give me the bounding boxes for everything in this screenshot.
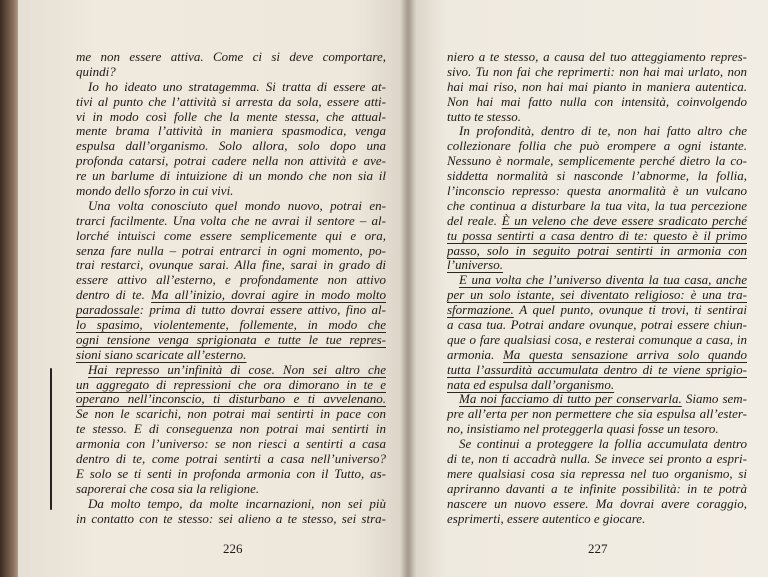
text-line — [76, 124, 386, 139]
text-line — [447, 303, 747, 318]
text-segment: l’inconscio represso: questa anormalità è un vulcano — [447, 183, 747, 199]
text-segment: hai mai riso, non hai mai pianto in maniera autentica. — [447, 78, 747, 94]
text-line — [447, 80, 747, 95]
text-line — [447, 258, 747, 273]
text-line — [76, 273, 386, 288]
text-line — [76, 110, 386, 125]
underlined-text: Hai represso un’infinità di cose. Non sei altro che — [88, 361, 386, 377]
text-segment: a casa tua. Potrai andare ovunque, potrai essere chiun- — [447, 317, 747, 333]
text-line — [76, 184, 386, 199]
book-gutter — [400, 0, 416, 577]
underlined-text: E una volta che l’universo diventa la tua casa, anche — [459, 272, 747, 288]
text-segment: che continua a disturbare la tua vita, la tua percezione — [447, 197, 747, 213]
text-line — [76, 318, 386, 333]
text-line — [447, 154, 747, 169]
text-segment: niero a te stesso, a causa del tuo atteggiamento repres- — [447, 49, 747, 64]
underlined-text: lo spasimo, violentemente, follemente, in modo che — [76, 317, 386, 333]
text-segment: di te, non ti accadrà nulla. Se invece sei pronto a espri- — [447, 451, 747, 467]
text-line — [447, 333, 747, 348]
text-line — [76, 139, 386, 154]
text-segment: senza fare nulla – potrai entrarci in ogni momento, po- — [76, 242, 386, 258]
underlined-text: tutta l’assurdità accumulata dentro di te viene sprigio- — [447, 361, 747, 377]
underlined-text: paradossale — [76, 302, 140, 318]
text-line — [447, 392, 747, 407]
underlined-text: passo, solo in seguito potrai sentirti in armonia con — [447, 242, 747, 258]
text-line — [76, 482, 386, 497]
underlined-text: l’universo. — [447, 257, 503, 273]
text-segment: in contatto con te stesso: sei alieno a te stesso, sei stra- — [76, 510, 386, 526]
text-segment: Se continui a proteggere la follia accumulata dentro — [459, 436, 747, 452]
text-line — [447, 422, 747, 437]
underlined-text: nata ed espulsa dall’organismo. — [447, 376, 615, 392]
text-line — [76, 512, 386, 527]
text-line — [447, 169, 747, 184]
text-segment: pre all’erta per non permettere che sia espulsa all’ester- — [447, 406, 747, 422]
text-segment: no, insistiamo nel proteggerla quasi fosse un tesoro. — [447, 421, 719, 437]
left-page — [18, 0, 410, 577]
text-segment: E solo se ti senti in profonda armonia con il Tutto, as- — [76, 465, 386, 481]
text-segment: dentro di te, come potrai sentirti a casa nell’universo? — [76, 451, 386, 467]
text-line — [447, 139, 747, 154]
text-segment: mere qualsiasi cosa sia repressa nel tuo organismo, si — [447, 465, 747, 481]
text-line — [76, 169, 386, 184]
text-segment: te stesso. E di conseguenza non potrai mai sentirti in — [76, 421, 386, 437]
text-segment: quindi? — [76, 63, 116, 79]
text-segment: espulsa dall’organismo. Solo allora, solo dopo una — [76, 138, 386, 154]
text-line — [76, 80, 386, 95]
text-segment: tutto te stesso. — [447, 108, 522, 124]
text-line — [76, 407, 386, 422]
text-segment: essere attivo all’esterno, e profondamente non attivo — [76, 272, 386, 288]
text-line — [76, 348, 386, 363]
left-page-text — [76, 50, 386, 527]
text-line — [76, 288, 386, 303]
text-segment: Io ho ideato uno stratagemma. Si tratta di essere at- — [88, 78, 386, 94]
underlined-text: per un solo istante, sei diventato religioso: è una tra- — [447, 287, 747, 303]
pen-margin-mark — [50, 368, 52, 510]
text-line — [447, 512, 747, 527]
text-line — [447, 407, 747, 422]
text-segment: Nessuno è normale, semplicemente perché dietro la co- — [447, 153, 747, 169]
text-line — [447, 184, 747, 199]
text-segment: apriranno davanti a te infinite possibilità: in te potrà — [447, 480, 747, 496]
text-line — [76, 378, 386, 393]
text-line — [447, 437, 747, 452]
right-page — [410, 0, 768, 577]
text-line — [76, 199, 386, 214]
text-segment: A quel punto, ovunque ti trovi, ti sentirai — [513, 302, 747, 318]
text-segment: : prima di tutto dovrai essere attivo, fino al- — [139, 302, 386, 318]
text-line — [447, 244, 747, 259]
text-segment: me non essere attiva. Come ci si deve comportare, — [76, 49, 386, 64]
text-line — [76, 214, 386, 229]
text-line — [447, 65, 747, 80]
underlined-text: Ma noi facciamo di tutto per conservarla. — [459, 391, 682, 407]
text-segment: siddetta normalità si nasconde l’abnorme, la follia, — [447, 168, 747, 184]
text-line — [447, 348, 747, 363]
underlined-text: operano nell’inconscio, ti disturbano e ti avvelenano. — [76, 391, 386, 407]
text-segment: profonda catarsi, potrai cadere nella non attività e ave- — [76, 153, 386, 169]
text-segment: Non hai mai fatto nulla con intensità, coinvolgendo — [447, 93, 747, 109]
text-segment: mente brama l’attività in maniera spasmodica, venga — [76, 123, 386, 139]
text-segment: saporerai che cosa sia la religione. — [76, 480, 260, 496]
text-segment: trarci facilmente. Una volta che ne avrai il sentore – al- — [76, 212, 386, 228]
text-line — [76, 497, 386, 512]
text-segment: dentro di te. — [76, 287, 152, 303]
text-segment: tivi al punto che l’attività si arresta da sola, essere atti- — [76, 93, 386, 109]
text-line — [76, 437, 386, 452]
text-line — [447, 50, 747, 65]
underlined-text: È un veleno che deve essere sradicato perché — [501, 212, 747, 228]
text-segment: esprimerti, essere autentico e giocare. — [447, 510, 646, 526]
text-line — [76, 154, 386, 169]
text-segment: Se non le scarichi, non potrai mai sentirti in pace con — [76, 406, 386, 422]
text-segment: Siamo sem- — [681, 391, 748, 407]
text-segment: collezionare follia che può erompere a ogni istante. — [447, 138, 747, 154]
text-segment: Una volta conosciuto quel mondo nuovo, potrai en- — [88, 197, 386, 213]
underlined-text: Ma all’inizio, dovrai agire in modo molto — [151, 287, 386, 303]
text-segment: trai restarci, ovunque sarai. Alla fine, sarai in grado di — [76, 257, 386, 273]
underlined-text: sioni siano scaricate all’esterno. — [76, 346, 247, 362]
text-line — [447, 467, 747, 482]
text-line — [76, 303, 386, 318]
underlined-text: ogni tensione venga sprigionata e tutte le tue repres- — [76, 331, 386, 347]
underlined-text: tu possa sentirti a casa dentro di te: questo è il primo — [447, 227, 747, 243]
text-segment: que o fare qualsiasi cosa, e resterai comunque a casa, in — [447, 331, 747, 347]
text-line — [447, 363, 747, 378]
text-line — [76, 65, 386, 80]
text-line — [76, 333, 386, 348]
text-line — [447, 273, 747, 288]
text-line — [447, 214, 747, 229]
text-segment: sivo. Tu non fai che reprimerti: non hai mai urlato, non — [447, 63, 747, 79]
text-line — [76, 392, 386, 407]
text-segment: mondo dello sforzo in cui vivi. — [76, 183, 234, 199]
text-segment: nascere un nuovo essere. Ma dovrai avere coraggio, — [447, 495, 747, 511]
text-segment: armonia con l’universo: se non riesci a sentirti a casa — [76, 436, 386, 452]
underlined-text: Ma questa sensazione arriva solo quando — [502, 346, 747, 362]
text-line — [447, 482, 747, 497]
text-segment: armonia. — [447, 346, 503, 362]
text-line — [447, 452, 747, 467]
text-line — [447, 124, 747, 139]
text-segment: lorché intuisci come essere semplicemente qui e ora, — [76, 227, 386, 243]
text-line — [76, 467, 386, 482]
text-segment: Da molto tempo, da molte incarnazioni, non sei più — [88, 495, 386, 511]
text-line — [76, 422, 386, 437]
text-segment: In profondità, dentro di te, non hai fatto altro che — [459, 123, 747, 139]
text-line — [447, 288, 747, 303]
text-line — [447, 318, 747, 333]
text-line — [447, 95, 747, 110]
page-number: 227 — [588, 541, 608, 556]
text-segment: del reale. — [447, 212, 502, 228]
text-line — [447, 497, 747, 512]
underlined-text: sformazione. — [447, 302, 514, 318]
text-line — [76, 50, 386, 65]
text-line — [447, 229, 747, 244]
text-segment: vi in modo così folle che la mente stessa, che attual- — [76, 108, 386, 124]
text-line — [76, 363, 386, 378]
text-segment: re un barlume di intuizione di un mondo che non sia il — [76, 168, 386, 184]
text-line — [76, 95, 386, 110]
text-line — [76, 229, 386, 244]
underlined-text: un aggregato di repressioni che ora dimorano in te e — [76, 376, 386, 392]
text-line — [447, 199, 747, 214]
page-number: 226 — [223, 541, 243, 556]
text-line — [447, 110, 747, 125]
right-page-text — [447, 50, 747, 527]
text-line — [76, 452, 386, 467]
text-line — [76, 258, 386, 273]
text-line — [76, 244, 386, 259]
text-line — [447, 378, 747, 393]
